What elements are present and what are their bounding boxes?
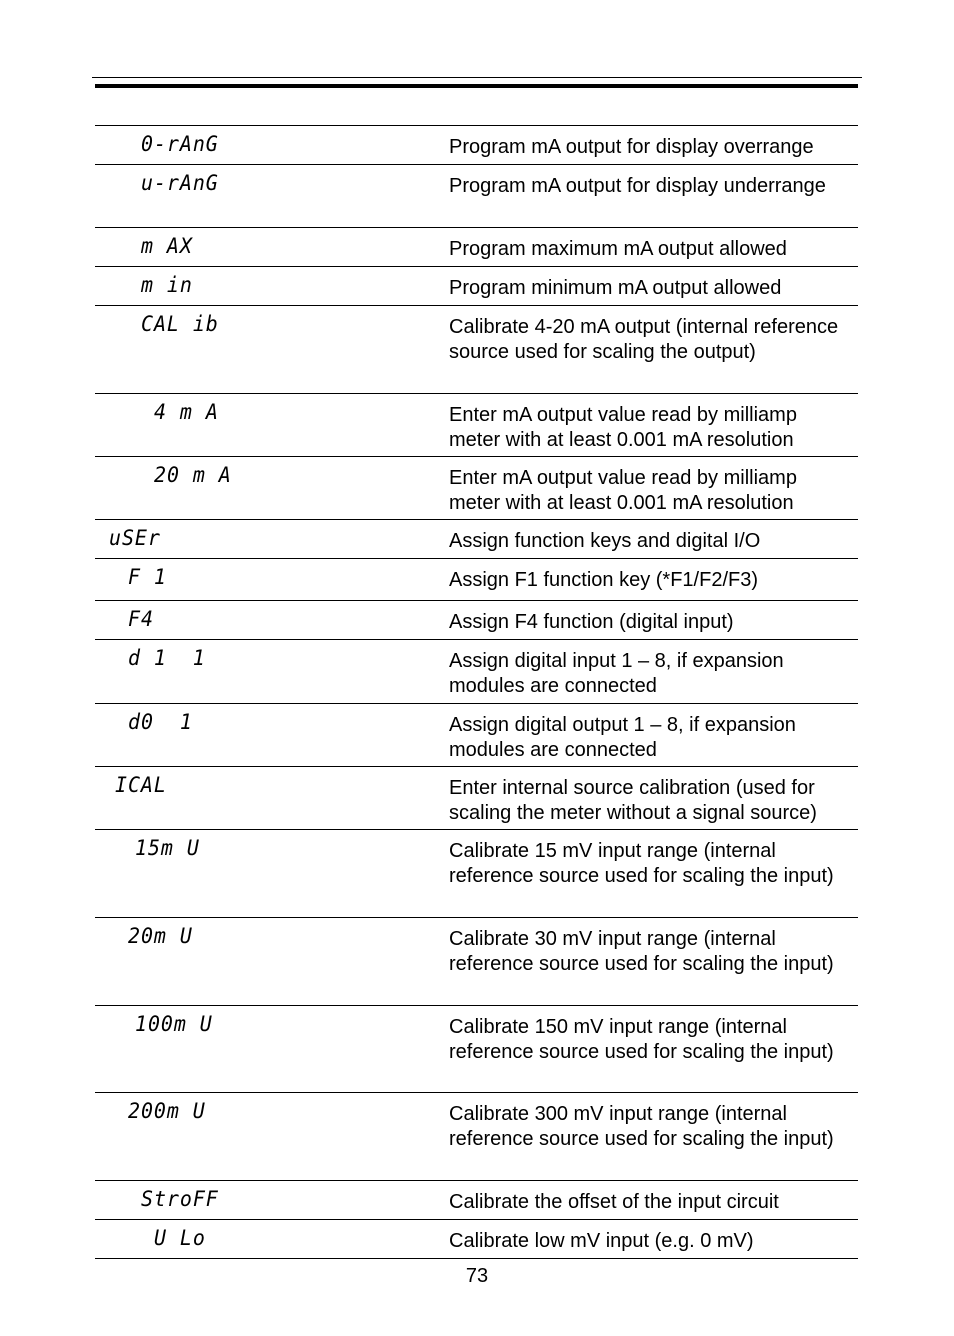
row-description: Assign F1 function key (*F1/F2/F3) — [449, 569, 759, 591]
display-code: 20m U — [128, 924, 193, 948]
row-description: Calibrate 150 mV input range (internal reference source used for scaling the input) — [449, 1016, 834, 1063]
display-code: d 1 1 — [128, 646, 206, 670]
page-number: 73 — [465, 1265, 489, 1287]
table-row — [95, 1093, 858, 1181]
table-row — [95, 394, 858, 457]
display-code: 20 m A — [154, 463, 232, 487]
display-code: m in — [141, 273, 193, 297]
row-description: Enter internal source calibration (used for scaling the meter without a signal source) — [449, 777, 817, 824]
table-row — [95, 1220, 858, 1259]
row-description: Calibrate the offset of the input circuit — [449, 1191, 779, 1213]
table-row — [95, 228, 858, 267]
table-row — [95, 767, 858, 830]
display-code: ICAL — [115, 773, 167, 797]
table-row — [95, 640, 858, 704]
table-row — [95, 520, 858, 559]
display-code: uSEr — [109, 526, 161, 550]
table-row — [95, 559, 858, 601]
table-row — [95, 457, 858, 520]
table-row — [95, 704, 858, 767]
display-code: U Lo — [154, 1226, 206, 1250]
row-description: Calibrate 300 mV input range (internal reference source used for scaling the input) — [449, 1103, 834, 1150]
display-code: m AX — [141, 234, 193, 258]
row-description: Assign digital input 1 – 8, if expansion modules are connected — [449, 650, 784, 697]
table-row — [95, 601, 858, 640]
row-description: Program maximum mA output allowed — [449, 238, 787, 260]
display-code: F4 — [128, 607, 154, 631]
table-row — [95, 918, 858, 1006]
row-description: Program mA output for display overrange — [449, 136, 814, 158]
display-code: d0 1 — [128, 710, 193, 734]
display-code: 15m U — [135, 836, 200, 860]
row-description: Enter mA output value read by milliamp meter with at least 0.001 mA resolution — [449, 404, 797, 451]
row-description: Assign digital output 1 – 8, if expansion modules are connected — [449, 714, 796, 761]
header-rule-thin — [92, 77, 862, 78]
display-code: u-rAnG — [141, 171, 219, 195]
row-description: Program minimum mA output allowed — [449, 277, 782, 299]
display-code: 0-rAnG — [141, 132, 219, 156]
display-code: 100m U — [135, 1012, 213, 1036]
table-row — [95, 1181, 858, 1220]
row-description: Calibrate low mV input (e.g. 0 mV) — [449, 1230, 754, 1252]
table-row — [95, 306, 858, 394]
display-code: F 1 — [128, 565, 167, 589]
table-row — [95, 165, 858, 228]
display-code: 4 m A — [154, 400, 219, 424]
row-description: Assign function keys and digital I/O — [449, 530, 761, 552]
menu-table — [95, 125, 858, 1259]
row-description: Calibrate 15 mV input range (internal reference source used for scaling the input) — [449, 840, 834, 887]
header-rule-thick — [95, 84, 858, 88]
display-code: StroFF — [141, 1187, 219, 1211]
row-description: Calibrate 30 mV input range (internal reference source used for scaling the input) — [449, 928, 834, 975]
row-description: Assign F4 function (digital input) — [449, 611, 734, 633]
display-code: 200m U — [128, 1099, 206, 1123]
row-description: Enter mA output value read by milliamp meter with at least 0.001 mA resolution — [449, 467, 797, 514]
table-row — [95, 830, 858, 918]
table-row — [95, 126, 858, 165]
row-description: Calibrate 4-20 mA output (internal reference source used for scaling the output) — [449, 316, 839, 363]
table-row — [95, 267, 858, 306]
table-row — [95, 1006, 858, 1093]
row-description: Program mA output for display underrange — [449, 175, 826, 197]
display-code: CAL ib — [141, 312, 219, 336]
